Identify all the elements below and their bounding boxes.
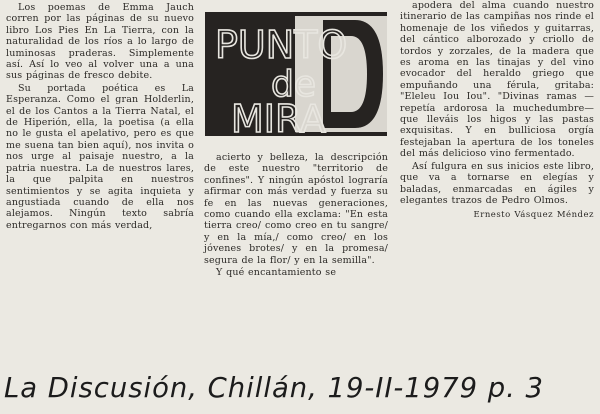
paragraph: apodera del alma cuando nuestro itinerario de las campiñas nos rinde el homenaje de los viñedos y guitarras, del cántico alborozado y criollo de tordos y zorzales, de la madera que es aroma en las tinajas y del vino evocador del heraldo griego que empuñando una férula, gritaba: "Eleleu Iou Iou". "Divinas ramas —repetía ardorosa la muchedumbre— que lleváis los higos y las pastas exquisitas. Y en bulliciosa orgía festejaban la apertura de los toneles del más delicioso vino fermentado. bbox=[400, 0, 594, 160]
masthead-logo bbox=[205, 12, 387, 136]
masthead-line1: PUNTO bbox=[215, 23, 348, 67]
article-column-left bbox=[6, 2, 194, 232]
punto-de-mira-masthead bbox=[205, 12, 387, 136]
paragraph: Y qué encantamiento se bbox=[216, 267, 337, 279]
handwritten-source-note: La Discusión, Chillán, 19-II-1979 p. 3 bbox=[4, 371, 544, 404]
author-signature: Ernesto Vásquez Méndez bbox=[473, 210, 594, 221]
masthead-line2: de bbox=[271, 64, 316, 105]
paragraph: acierto y belleza, la descripción de este nuestro "territorio de confines". Y ningún apóstol lograría afirmar con más verdad y fuerza su fe en las nuevas generaciones, como cuando ella exclama: "En esta tierra creo/ como creo en tu sangre/ y en la mía,/ como creo/ en los jóvenes brotes/ y en la promesa/ segura de la flor/ y en la semilla". bbox=[204, 152, 388, 266]
paragraph: Los poemas de Emma Jauch corren por las páginas de su nuevo libro Los Pies En La Tierra, con la naturalidad de los ríos a lo largo de luminosas praderas. Simplemente así. Así lo veo al volver una a una sus páginas de fresco debite. bbox=[6, 2, 194, 82]
article-column-right bbox=[400, 0, 594, 222]
paragraph: Así fulgura en sus inicios este libro, que va a tornarse en elegías y baladas, enmarcadas en ágiles y elegantes trazos de Pedro Olmos. bbox=[400, 160, 594, 206]
masthead-line3: MIRA bbox=[231, 97, 326, 136]
paragraph: Su portada poética es La Esperanza. Como el gran Holderlin, el de los Cantos a la Tierra Natal, el de Hiperión, ella, la poetisa (a ella no le gusta el apelativo, pero es que me suena tan bien aquí), nos invita o nos urge al paisaje nuestro, a la patria nuestra. La de nuestros lares, la que palpita en nuestros sentimientos y se agita inquieta y angustiada cuando de ella nos alejamos. Ningún texto sabría entregarnos con más verdad, bbox=[6, 82, 194, 231]
article-column-middle bbox=[204, 152, 388, 279]
